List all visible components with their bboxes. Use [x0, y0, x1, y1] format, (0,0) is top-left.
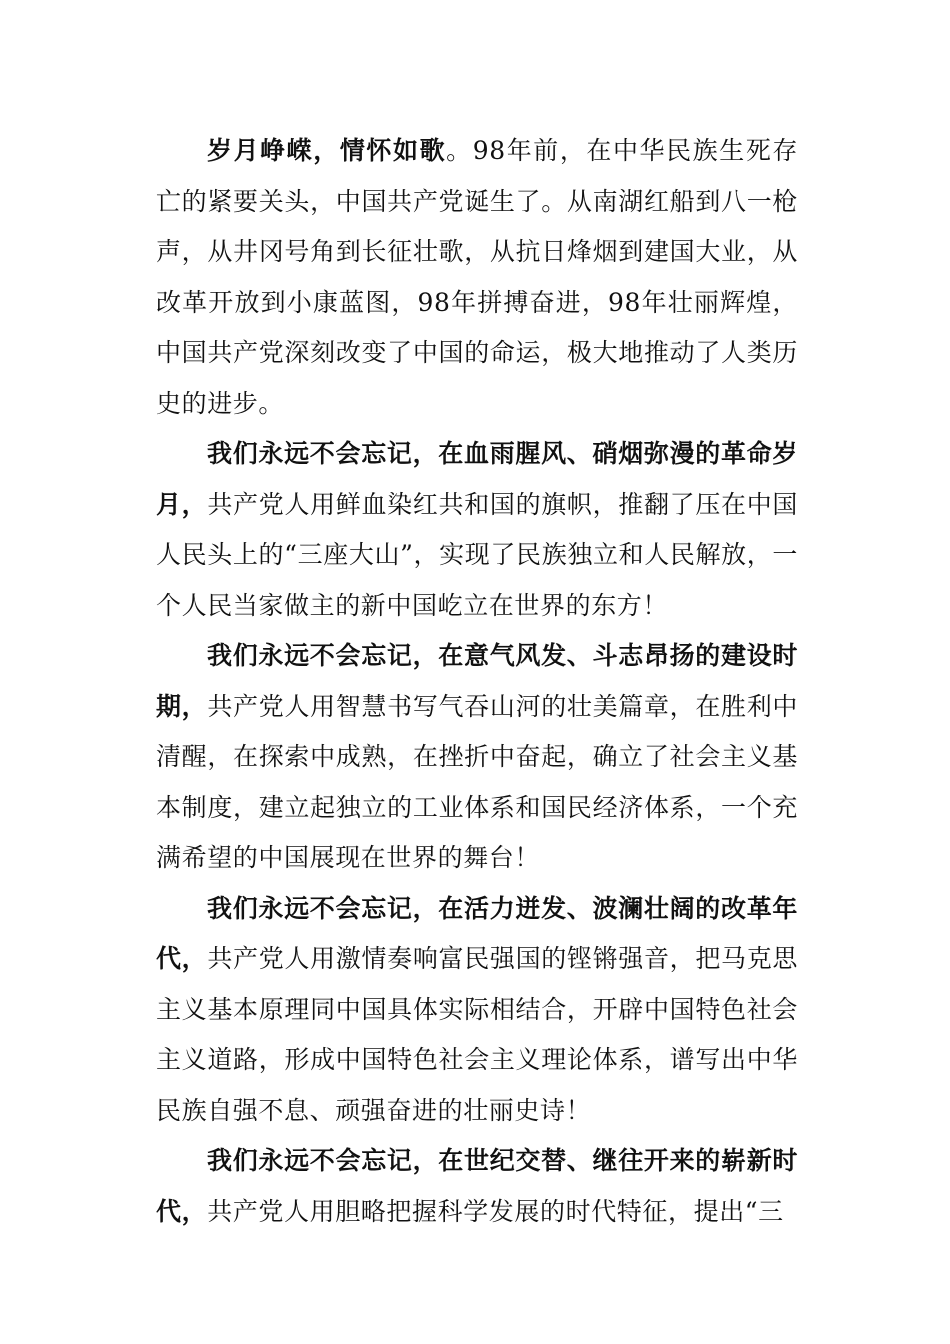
- paragraph-4: [156, 884, 798, 1137]
- paragraph-3: [156, 631, 798, 884]
- paragraph-3-lead: 我们永远不会忘记，在意气风发、斗志昂扬的建设时期，: [156, 641, 798, 721]
- paragraph-4-body: 共产党人用激情奏响富民强国的铿锵强音，把马克思主义基本原理同中国具体实际相结合，开辟中国特色社会主义道路，形成中国特色社会主义理论体系，谱写出中华民族自强不息、顽强奋进的壮丽史诗！: [156, 944, 798, 1125]
- paragraph-5: [156, 1136, 798, 1237]
- paragraph-2-lead: 我们永远不会忘记，在血雨腥风、硝烟弥漫的革命岁月，: [156, 439, 798, 519]
- paragraph-5-lead: 我们永远不会忘记，在世纪交替、继往开来的崭新时代，: [156, 1146, 798, 1226]
- document-body: [156, 126, 798, 1237]
- paragraph-1-body: 。98年前，在中华民族生死存亡的紧要关头，中国共产党诞生了。从南湖红船到八一枪声，从井冈号角到长征壮歌，从抗日烽烟到建国大业，从改革开放到小康蓝图，98年拼搏奋进，98年壮丽辉煌，中国共产党深刻改变了中国的命运，极大地推动了人类历史的进步。: [156, 136, 798, 418]
- paragraph-2: [156, 429, 798, 631]
- paragraph-1: [156, 126, 798, 429]
- paragraph-1-lead: 岁月峥嵘，情怀如歌: [207, 136, 447, 165]
- paragraph-3-body: 共产党人用智慧书写气吞山河的壮美篇章，在胜利中清醒，在探索中成熟，在挫折中奋起，确立了社会主义基本制度，建立起独立的工业体系和国民经济体系，一个充满希望的中国展现在世界的舞台！: [156, 691, 798, 872]
- paragraph-2-body: 共产党人用鲜血染红共和国的旗帜，推翻了压在中国人民头上的“三座大山”，实现了民族独立和人民解放，一个人民当家做主的新中国屹立在世界的东方！: [156, 489, 798, 620]
- paragraph-4-lead: 我们永远不会忘记，在活力迸发、波澜壮阔的改革年代，: [156, 893, 798, 973]
- paragraph-5-body: 共产党人用胆略把握科学发展的时代特征，提出“三: [207, 1196, 784, 1226]
